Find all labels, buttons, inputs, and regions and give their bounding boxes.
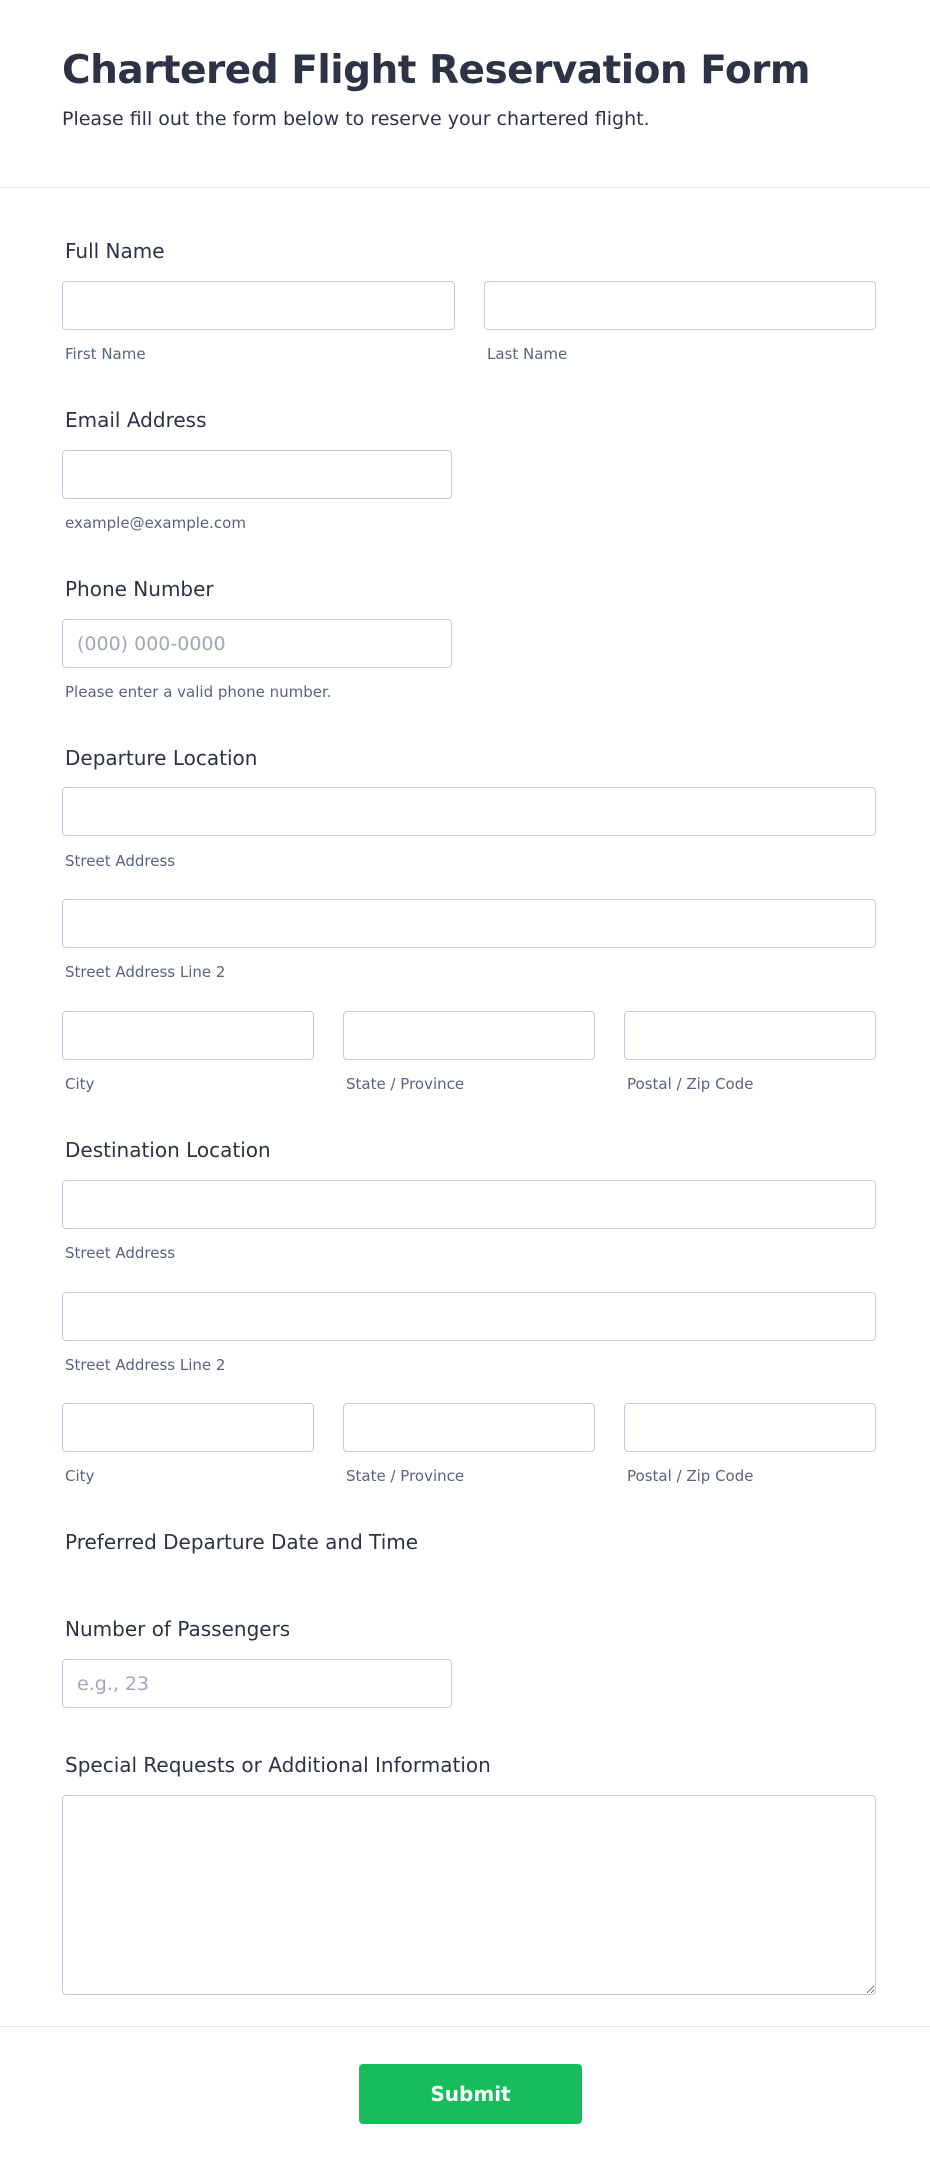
phone-sublabel: Please enter a valid phone number. [65,683,332,701]
departure-street2-sublabel: Street Address Line 2 [65,963,226,981]
destination-street2-sublabel: Street Address Line 2 [65,1356,226,1374]
departure-datetime-label: Preferred Departure Date and Time [65,1530,419,1554]
destination-state-input[interactable] [343,1403,595,1452]
last-name-sublabel: Last Name [487,345,568,363]
destination-city-input[interactable] [62,1403,314,1452]
destination-street-sublabel: Street Address [65,1244,176,1262]
destination-zip-sublabel: Postal / Zip Code [627,1467,754,1485]
destination-state-sublabel: State / Province [346,1467,465,1485]
departure-zip-sublabel: Postal / Zip Code [627,1075,754,1093]
departure-zip-input[interactable] [624,1011,876,1060]
destination-street-input[interactable] [62,1180,876,1229]
phone-input[interactable] [62,619,452,668]
full-name-label: Full Name [65,239,165,263]
page-title: Chartered Flight Reservation Form [62,48,810,93]
first-name-input[interactable] [62,281,455,330]
destination-city-sublabel: City [65,1467,95,1485]
departure-street-sublabel: Street Address [65,852,176,870]
passengers-input[interactable] [62,1659,452,1708]
departure-state-sublabel: State / Province [346,1075,465,1093]
departure-state-input[interactable] [343,1011,595,1060]
special-requests-label: Special Requests or Additional Information [65,1753,491,1777]
destination-street2-input[interactable] [62,1292,876,1341]
departure-city-sublabel: City [65,1075,95,1093]
special-requests-textarea[interactable] [62,1795,876,1995]
destination-location-label: Destination Location [65,1138,271,1162]
departure-city-input[interactable] [62,1011,314,1060]
first-name-sublabel: First Name [65,345,146,363]
destination-zip-input[interactable] [624,1403,876,1452]
page-subtitle: Please fill out the form below to reserve your chartered flight. [62,108,650,130]
departure-street2-input[interactable] [62,899,876,948]
submit-button[interactable]: Submit [359,2064,582,2124]
email-label: Email Address [65,408,207,432]
passengers-label: Number of Passengers [65,1617,291,1641]
departure-street-input[interactable] [62,787,876,836]
email-input[interactable] [62,450,452,499]
departure-location-label: Departure Location [65,746,258,770]
form-header [0,0,930,188]
last-name-input[interactable] [484,281,876,330]
email-sublabel: example@example.com [65,514,246,532]
phone-label: Phone Number [65,577,214,601]
